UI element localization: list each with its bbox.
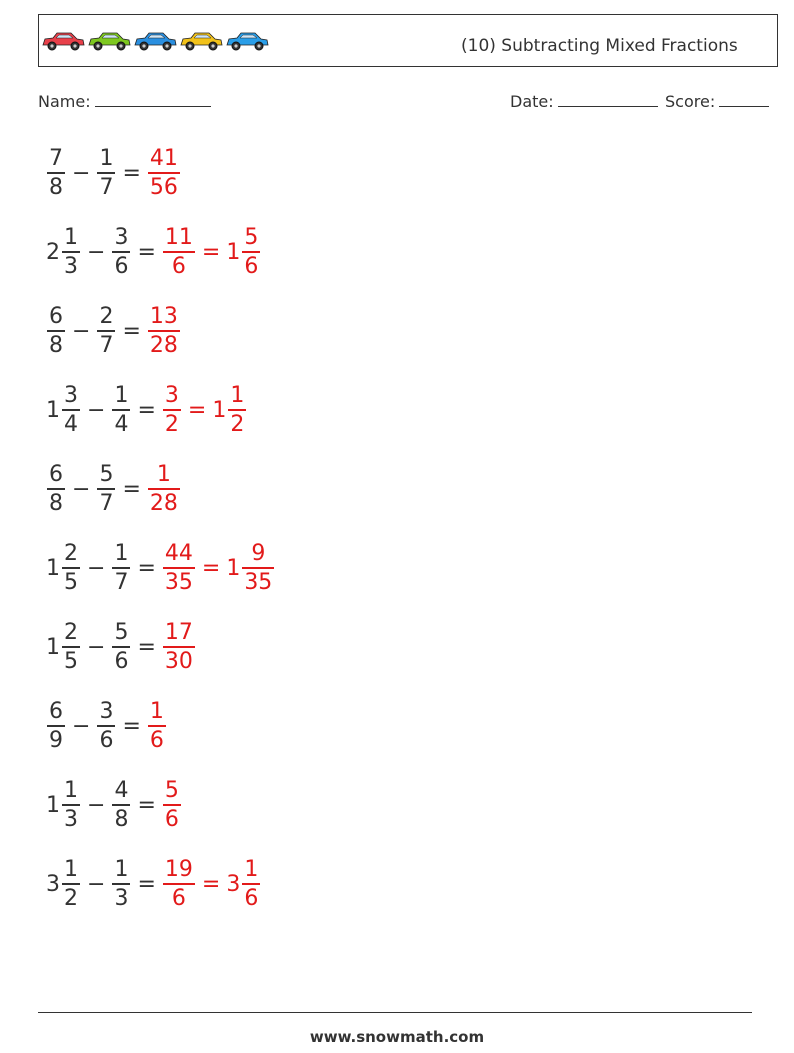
fraction (112, 856, 130, 913)
denominator: 28 (149, 332, 178, 358)
denominator: 5 (64, 648, 78, 674)
problem-row (46, 223, 261, 281)
denominator: 8 (49, 332, 63, 358)
score-blank[interactable] (719, 92, 769, 107)
blue-car-icon (135, 33, 176, 50)
name-field[interactable] (38, 92, 211, 111)
fraction (163, 856, 195, 913)
name-blank[interactable] (95, 92, 211, 107)
fraction (62, 382, 80, 439)
fraction (112, 540, 130, 597)
numerator: 1 (149, 698, 164, 724)
denominator: 56 (149, 174, 178, 200)
numerator: 13 (149, 303, 178, 329)
numerator: 5 (99, 461, 114, 487)
numerator: 6 (49, 698, 63, 724)
numerator: 5 (114, 619, 129, 645)
cars-banner (41, 29, 271, 53)
blue-sports-car-icon (227, 33, 268, 50)
problem-row (46, 618, 196, 676)
numerator: 9 (251, 540, 266, 566)
whole-number: 3 (46, 871, 60, 897)
fraction (112, 777, 130, 834)
problem-row (46, 381, 247, 439)
equals-sign: = (137, 634, 156, 660)
minus-sign: − (87, 792, 106, 818)
minus-sign: − (72, 713, 91, 739)
denominator: 7 (99, 332, 114, 358)
fraction (163, 540, 195, 597)
problem-row (46, 697, 167, 755)
denominator: 7 (114, 569, 129, 595)
fraction (148, 698, 166, 755)
denominator: 6 (114, 648, 129, 674)
fraction (62, 777, 80, 834)
denominator: 2 (64, 885, 78, 911)
numerator: 6 (49, 303, 63, 329)
numerator: 3 (114, 224, 129, 250)
denominator: 6 (244, 253, 259, 279)
denominator: 6 (114, 253, 129, 279)
minus-sign: − (87, 871, 106, 897)
denominator: 6 (171, 253, 186, 279)
whole-number: 1 (212, 397, 227, 423)
numerator: 3 (164, 382, 179, 408)
red-car-icon (43, 33, 84, 50)
name-label: Name: (38, 92, 91, 111)
header-box (38, 14, 778, 67)
numerator: 41 (149, 145, 178, 171)
problem-row (46, 539, 275, 597)
denominator: 5 (64, 569, 78, 595)
minus-sign: − (87, 634, 106, 660)
denominator: 8 (49, 174, 63, 200)
answer (162, 382, 247, 439)
fraction (97, 145, 115, 202)
date-blank[interactable] (558, 92, 658, 107)
numerator: 2 (64, 540, 78, 566)
numerator: 1 (64, 856, 78, 882)
whole-number: 1 (226, 555, 241, 581)
numerator: 44 (164, 540, 193, 566)
equals-sign: = (122, 713, 141, 739)
numerator: 1 (230, 382, 245, 408)
equals-sign: = (201, 239, 221, 265)
denominator: 6 (244, 885, 259, 911)
answer (162, 224, 261, 281)
fraction (148, 303, 180, 360)
denominator: 3 (114, 885, 129, 911)
fraction (97, 303, 115, 360)
denominator: 3 (64, 253, 78, 279)
fraction (62, 224, 80, 281)
fraction (163, 382, 181, 439)
problem-row (46, 302, 181, 360)
whole-number: 1 (46, 397, 60, 423)
denominator: 6 (164, 806, 179, 832)
denominator: 28 (149, 490, 178, 516)
score-field[interactable] (665, 92, 769, 111)
numerator: 7 (49, 145, 63, 171)
problem-row (46, 144, 181, 202)
denominator: 30 (164, 648, 193, 674)
fraction (47, 145, 65, 202)
score-label: Score: (665, 92, 716, 111)
numerator: 1 (99, 145, 114, 171)
date-label: Date: (510, 92, 554, 111)
green-van-icon (89, 33, 130, 50)
numerator: 11 (164, 224, 193, 250)
fraction (62, 540, 80, 597)
numerator: 1 (64, 224, 78, 250)
fraction (242, 856, 260, 913)
fraction (242, 540, 274, 597)
fraction (163, 777, 181, 834)
worksheet-title: (10) Subtracting Mixed Fractions (461, 36, 738, 56)
problem-row (46, 460, 181, 518)
numerator: 1 (114, 540, 129, 566)
equals-sign: = (137, 239, 156, 265)
answer (162, 619, 196, 676)
numerator: 6 (49, 461, 63, 487)
whole-number: 1 (46, 555, 60, 581)
numerator: 2 (64, 619, 78, 645)
footer-url: www.snowmath.com (309, 1028, 485, 1046)
answer (147, 145, 181, 202)
numerator: 2 (99, 303, 114, 329)
equals-sign: = (122, 160, 141, 186)
denominator: 4 (114, 411, 129, 437)
equals-sign: = (201, 871, 221, 897)
fraction (97, 698, 115, 755)
numerator: 1 (156, 461, 171, 487)
minus-sign: − (87, 555, 106, 581)
denominator: 8 (114, 806, 129, 832)
answer (162, 777, 182, 834)
whole-number: 2 (46, 239, 60, 265)
denominator: 6 (149, 727, 164, 753)
fraction (112, 619, 130, 676)
fraction (62, 619, 80, 676)
denominator: 6 (171, 885, 186, 911)
fraction (112, 224, 130, 281)
denominator: 2 (164, 411, 179, 437)
numerator: 5 (164, 777, 179, 803)
numerator: 1 (114, 856, 129, 882)
numerator: 1 (64, 777, 78, 803)
numerator: 1 (244, 856, 259, 882)
fraction (47, 461, 65, 518)
fraction (47, 303, 65, 360)
equals-sign: = (201, 555, 221, 581)
minus-sign: − (72, 160, 91, 186)
numerator: 5 (244, 224, 259, 250)
equals-sign: = (187, 397, 207, 423)
equals-sign: = (122, 318, 141, 344)
equals-sign: = (137, 871, 156, 897)
equals-sign: = (137, 397, 156, 423)
date-field[interactable] (510, 92, 658, 111)
fraction (62, 856, 80, 913)
answer (162, 540, 275, 597)
yellow-car-icon (181, 33, 222, 50)
equals-sign: = (137, 792, 156, 818)
fraction (148, 461, 180, 518)
numerator: 3 (64, 382, 78, 408)
whole-number: 1 (226, 239, 241, 265)
fraction (163, 224, 195, 281)
minus-sign: − (72, 318, 91, 344)
problem-row (46, 855, 261, 913)
minus-sign: − (72, 476, 91, 502)
answer (147, 303, 181, 360)
denominator: 7 (99, 174, 114, 200)
fraction (97, 461, 115, 518)
whole-number: 3 (226, 871, 241, 897)
fraction (242, 224, 260, 281)
denominator: 35 (164, 569, 193, 595)
answer (147, 698, 167, 755)
numerator: 4 (114, 777, 129, 803)
equals-sign: = (122, 476, 141, 502)
numerator: 19 (164, 856, 193, 882)
fraction (228, 382, 246, 439)
denominator: 4 (64, 411, 78, 437)
numerator: 3 (99, 698, 114, 724)
denominator: 8 (49, 490, 63, 516)
denominator: 3 (64, 806, 78, 832)
numerator: 17 (164, 619, 193, 645)
answer (162, 856, 261, 913)
whole-number: 1 (46, 634, 60, 660)
equals-sign: = (137, 555, 156, 581)
denominator: 2 (230, 411, 245, 437)
minus-sign: − (87, 239, 106, 265)
problem-row (46, 776, 182, 834)
denominator: 6 (99, 727, 114, 753)
fraction (148, 145, 180, 202)
denominator: 9 (49, 727, 63, 753)
whole-number: 1 (46, 792, 60, 818)
footer-divider (38, 1012, 752, 1013)
fraction (163, 619, 195, 676)
denominator: 35 (244, 569, 273, 595)
minus-sign: − (87, 397, 106, 423)
denominator: 7 (99, 490, 114, 516)
answer (147, 461, 181, 518)
numerator: 1 (114, 382, 129, 408)
fraction (112, 382, 130, 439)
fraction (47, 698, 65, 755)
